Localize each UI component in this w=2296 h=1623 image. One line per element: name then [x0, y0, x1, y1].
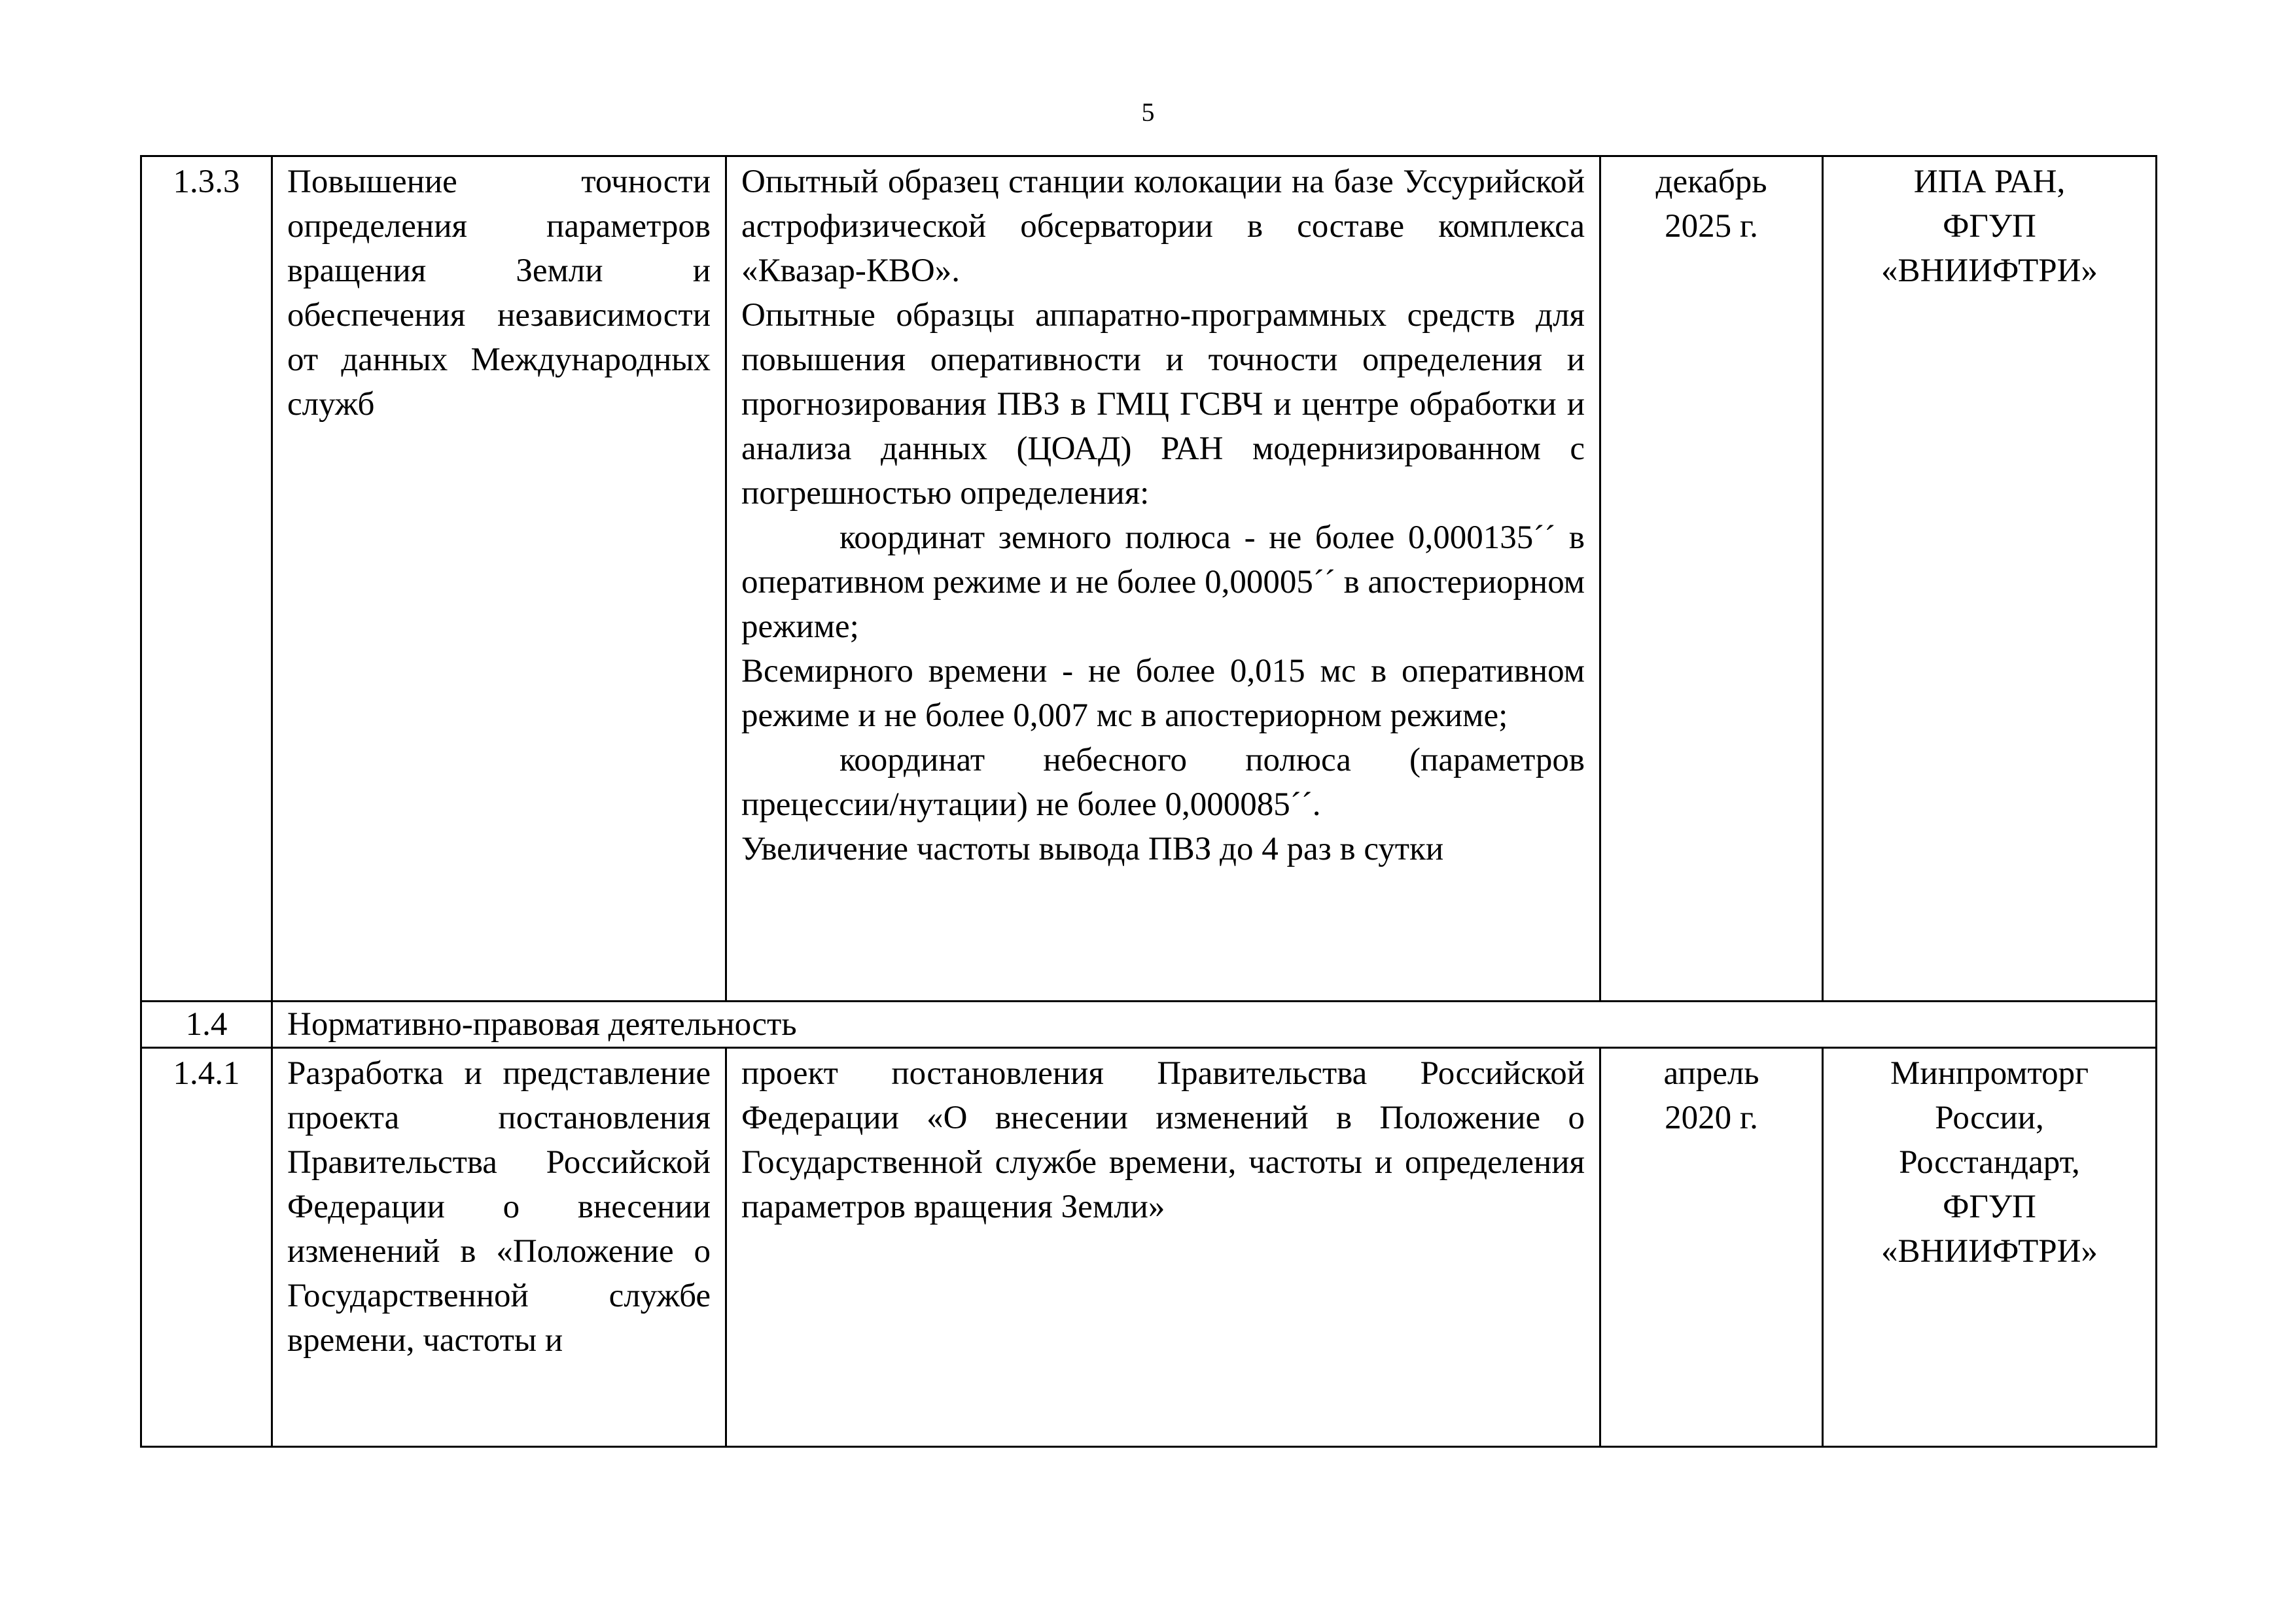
result-paragraph: проект постановления Правительства Российской Федерации «О внесении изменений в Положение о Государственной службе времени, частоты и определения параметров вращения Земли» — [741, 1055, 1585, 1225]
deadline-month: декабрь — [1655, 164, 1767, 200]
executor: ФГУП — [1943, 208, 2036, 245]
executor: Росстандарт, — [1899, 1144, 2080, 1181]
result-cell — [726, 156, 1600, 1002]
deadline-month: апрель — [1663, 1055, 1759, 1092]
row-number: 1.3.3 — [173, 164, 240, 200]
page-number: 5 — [1141, 97, 1155, 127]
executor: «ВНИИФТРИ» — [1881, 253, 2098, 289]
task-cell — [272, 156, 726, 1002]
executor: ИПА РАН, — [1913, 164, 2066, 200]
section-title: Нормативно-правовая деятельность — [287, 1006, 797, 1043]
executor: «ВНИИФТРИ» — [1881, 1233, 2098, 1270]
row-number-cell — [141, 156, 272, 1002]
task-text: Повышение точности определения параметров вращения Земли и обеспечения независимости от данных Международных служб — [287, 164, 711, 423]
result-paragraph: координат земного полюса - не более 0,000135´´ в оперативном режиме и не более 0,00005´´ в апостериорном режиме; — [741, 519, 1585, 645]
section-title-cell — [272, 1002, 2157, 1048]
executor: России, — [1935, 1100, 2044, 1136]
deadline-cell — [1600, 1048, 1823, 1447]
result-paragraph: Опытные образцы аппаратно-программных средств для повышения оперативности и точности определения и прогнозирования ПВЗ в ГМЦ ГСВЧ и центре обработки и анализа данных (ЦОАД) РАН модернизированном с погрешностью определения: — [741, 297, 1585, 512]
executor: ФГУП — [1943, 1189, 2036, 1225]
deadline-cell — [1600, 156, 1823, 1002]
executor: Минпромторг — [1890, 1055, 2089, 1092]
section-row — [141, 1002, 2157, 1048]
row-number: 1.4.1 — [173, 1055, 240, 1092]
deadline-year: 2025 г. — [1665, 208, 1758, 245]
executors-cell — [1823, 1048, 2157, 1447]
row-number-cell — [141, 1048, 272, 1447]
result-paragraph: Всемирного времени - не более 0,015 мс в оперативном режиме и не более 0,007 мс в апостериорном режиме; — [741, 653, 1585, 734]
result-paragraph: координат небесного полюса (параметров прецессии/нутации) не более 0,000085´´. — [741, 742, 1585, 823]
task-text: Разработка и представление проекта постановления Правительства Российской Федерации о внесении изменений в «Положение о Государственной службе времени, частоты и — [287, 1055, 711, 1359]
table-row — [141, 1048, 2157, 1447]
executors-cell — [1823, 156, 2157, 1002]
row-number: 1.4 — [185, 1006, 228, 1043]
table-row — [141, 156, 2157, 1002]
deadline-year: 2020 г. — [1665, 1100, 1758, 1136]
result-paragraph: Опытный образец станции колокации на базе Уссурийской астрофизической обсерватории в составе комплекса «Квазар-КВО». — [741, 164, 1585, 289]
row-number-cell — [141, 1002, 272, 1048]
result-cell — [726, 1048, 1600, 1447]
task-cell — [272, 1048, 726, 1447]
result-paragraph: Увеличение частоты вывода ПВЗ до 4 раз в сутки — [741, 831, 1444, 867]
plan-table — [140, 155, 2157, 1448]
